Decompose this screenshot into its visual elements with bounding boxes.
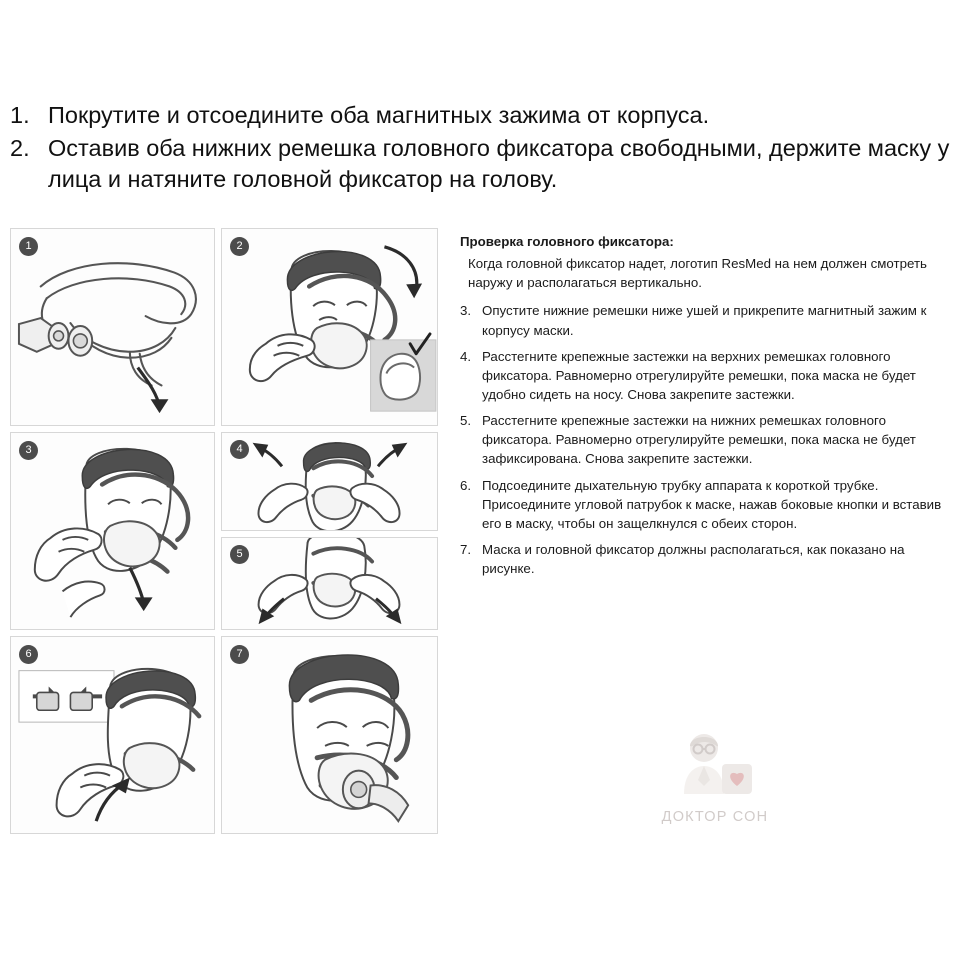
top-instruction-2-number: 2. bbox=[10, 135, 30, 162]
side-instruction-5-text: Расстегните крепежные застежки на нижних ремешках головного фиксатора. Равномерно отрегулируйте ремешки, пока маска не будет зафиксирована. Снова закрепите застежки. bbox=[482, 413, 916, 467]
side-instruction-4-number: 4. bbox=[460, 348, 472, 364]
figure-2-badge: 2 bbox=[230, 237, 249, 256]
side-instruction-6 bbox=[460, 476, 952, 533]
figure-1-arrow bbox=[138, 368, 169, 414]
figure-1-artwork bbox=[11, 229, 214, 425]
side-instruction-6-number: 6. bbox=[460, 477, 472, 493]
side-instruction-5-number: 5. bbox=[460, 413, 472, 429]
figure-2-logo-check-inset bbox=[371, 334, 436, 411]
top-instruction-2-text: Оставив оба нижних ремешка головного фиксатора свободными, держите маску у лица и натяните головной фиксатор на голову. bbox=[48, 135, 950, 193]
figure-1-mask-frame bbox=[10, 228, 215, 426]
figure-4-artwork bbox=[222, 433, 437, 530]
side-instruction-7-text: Маска и головной фиксатор должны располагаться, как показано на рисунке. bbox=[482, 541, 905, 577]
figure-6-artwork bbox=[11, 637, 214, 833]
figure-5-artwork bbox=[222, 538, 437, 629]
illustration-row-1 bbox=[10, 228, 438, 426]
side-instruction-3-number: 3. bbox=[460, 303, 472, 319]
side-instruction-7-number: 7. bbox=[460, 541, 472, 557]
watermark bbox=[640, 728, 790, 825]
figure-6-clip-inset bbox=[19, 671, 114, 722]
figure-7-final-fit bbox=[221, 636, 438, 834]
side-instruction-3-text: Опустите нижние ремешки ниже ушей и прикрепите магнитный зажим к корпусу маски. bbox=[482, 303, 927, 338]
side-instruction-3 bbox=[460, 301, 952, 339]
figure-3-arrow bbox=[130, 568, 153, 612]
side-instruction-4 bbox=[460, 347, 952, 404]
figure-2-artwork bbox=[222, 229, 437, 425]
top-instruction-1-text: Покрутите и отсоедините оба магнитных зажима от корпуса. bbox=[48, 102, 710, 128]
side-instruction-4-text: Расстегните крепежные застежки на верхних ремешках головного фиксатора. Равномерно отрегулируйте ремешки, пока маска не будет удобно сидеть на носу. Снова закрепите застежки. bbox=[482, 348, 916, 402]
illustration-grid bbox=[10, 228, 438, 840]
figure-6-connect-elbow bbox=[10, 636, 215, 834]
figure-4-upper-straps-adjust bbox=[221, 432, 438, 531]
side-instruction-panel bbox=[460, 232, 952, 585]
figure-7-badge: 7 bbox=[230, 645, 249, 664]
figure-3-lower-straps bbox=[10, 432, 215, 630]
top-instruction-1-number: 1. bbox=[10, 102, 30, 128]
figure-7-artwork bbox=[222, 637, 437, 833]
illustration-row-2 bbox=[10, 432, 438, 630]
top-instructions bbox=[10, 100, 950, 197]
top-instruction-2 bbox=[10, 133, 950, 195]
watermark-label: ДОКТОР СОН bbox=[661, 809, 769, 825]
figure-1-badge: 1 bbox=[19, 237, 38, 256]
figure-4-badge: 4 bbox=[230, 440, 249, 459]
figure-5-lower-straps-adjust bbox=[221, 537, 438, 630]
side-panel-lead: Когда головной фиксатор надет, логотип ResMed на нем должен смотреть наружу и располагаться вертикально. bbox=[468, 256, 927, 291]
figure-2-fit-headgear bbox=[221, 228, 438, 426]
side-instruction-6-text: Подсоедините дыхательную трубку аппарата к короткой трубке. Присоедините угловой патрубок к маске, нажав боковые кнопки и вставив его в маску, чтобы он защелкнулся с обеих сторон. bbox=[482, 477, 942, 531]
top-instruction-1 bbox=[10, 100, 950, 131]
illustration-row-3 bbox=[10, 636, 438, 834]
figure-6-badge: 6 bbox=[19, 645, 38, 664]
figure-3-artwork bbox=[11, 433, 214, 629]
figure-5-badge: 5 bbox=[230, 545, 249, 564]
figure-2-arrow bbox=[384, 247, 422, 298]
illustration-column-right bbox=[221, 432, 438, 630]
doctor-logo-icon bbox=[660, 728, 770, 800]
side-instruction-7 bbox=[460, 540, 952, 578]
side-instruction-5 bbox=[460, 411, 952, 468]
side-panel-title: Проверка головного фиксатора: bbox=[460, 234, 674, 249]
figure-3-badge: 3 bbox=[19, 441, 38, 460]
